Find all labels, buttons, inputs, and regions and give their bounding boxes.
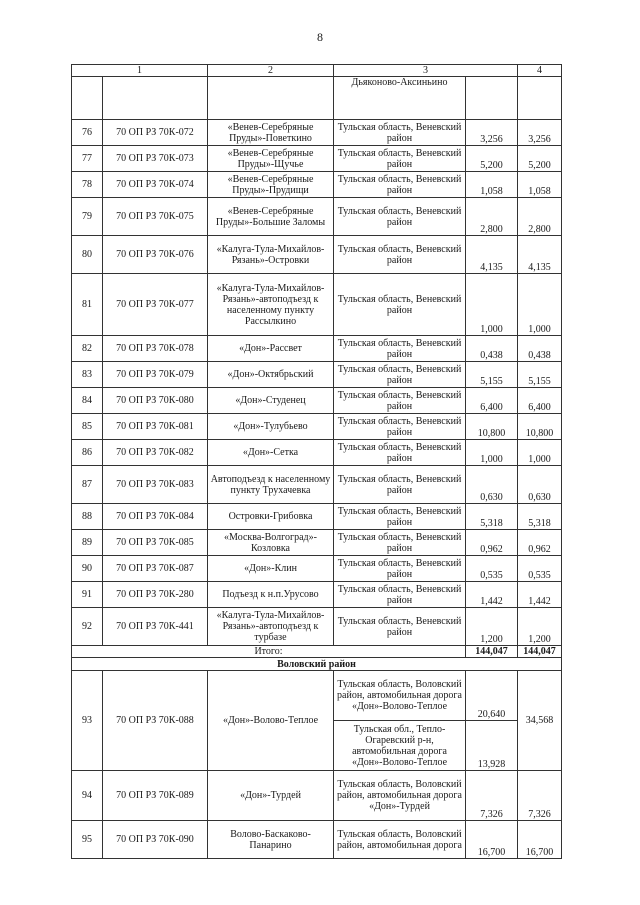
subtotal-label: Итого: <box>72 646 466 658</box>
table-row <box>72 504 562 530</box>
row-number: 93 <box>72 671 103 771</box>
road-name: «Калуга-Тула-Михайлов-Рязань»-Островки <box>208 236 334 274</box>
row-number: 90 <box>72 556 103 582</box>
road-length: 2,800 <box>466 198 518 236</box>
road-total: 0,962 <box>518 530 562 556</box>
header-col-3: 3 <box>334 65 518 77</box>
road-code: 70 ОП РЗ 70К-082 <box>103 440 208 466</box>
road-location: Тульская область, Веневский район <box>334 198 466 236</box>
row-number: 80 <box>72 236 103 274</box>
road-code: 70 ОП РЗ 70К-089 <box>103 771 208 821</box>
road-total: 10,800 <box>518 414 562 440</box>
row-number: 82 <box>72 336 103 362</box>
road-name: «Дон»-Волово-Теплое <box>208 671 334 771</box>
road-length: 5,200 <box>466 146 518 172</box>
road-name: «Венев-Серебряные Пруды»-Прудищи <box>208 172 334 198</box>
road-length: 1,200 <box>466 608 518 646</box>
table-row <box>72 530 562 556</box>
table-row <box>72 582 562 608</box>
table-row <box>72 771 562 821</box>
road-location: Тульская область, Веневский район <box>334 388 466 414</box>
road-code: 70 ОП РЗ 70К-280 <box>103 582 208 608</box>
road-location: Тульская область, Веневский район <box>334 582 466 608</box>
road-total: 0,535 <box>518 556 562 582</box>
road-code: 70 ОП РЗ 70К-073 <box>103 146 208 172</box>
road-length: 1,058 <box>466 172 518 198</box>
row-number: 83 <box>72 362 103 388</box>
road-location: Тульская область, Веневский район <box>334 414 466 440</box>
table-row <box>72 146 562 172</box>
road-total: 7,326 <box>518 771 562 821</box>
road-code: 70 ОП РЗ 70К-078 <box>103 336 208 362</box>
road-length: 4,135 <box>466 236 518 274</box>
table-row <box>72 671 562 721</box>
road-location: Тульская область, Веневский район <box>334 120 466 146</box>
road-name: «Дон»-Октябрьский <box>208 362 334 388</box>
row-number: 81 <box>72 274 103 336</box>
table-row <box>72 274 562 336</box>
continuation-row <box>72 77 562 120</box>
row-number: 91 <box>72 582 103 608</box>
road-location: Тульская область, Веневский район <box>334 172 466 198</box>
road-name: «Дон»-Рассвет <box>208 336 334 362</box>
row-number: 89 <box>72 530 103 556</box>
road-length: 0,535 <box>466 556 518 582</box>
road-total: 16,700 <box>518 821 562 859</box>
road-location: Тульская область, Веневский район <box>334 362 466 388</box>
road-code: 70 ОП РЗ 70К-080 <box>103 388 208 414</box>
road-name: «Калуга-Тула-Михайлов-Рязань»-автоподъезд к населенному пункту Рассылкино <box>208 274 334 336</box>
row-number: 94 <box>72 771 103 821</box>
road-name: «Венев-Серебряные Пруды»-Щучье <box>208 146 334 172</box>
table-row <box>72 388 562 414</box>
road-code: 70 ОП РЗ 70К-076 <box>103 236 208 274</box>
road-name: «Венев-Серебряные Пруды»-Большие Заломы <box>208 198 334 236</box>
road-length: 5,155 <box>466 362 518 388</box>
row-number: 95 <box>72 821 103 859</box>
page-number: 8 <box>317 30 323 44</box>
road-code: 70 ОП РЗ 70К-090 <box>103 821 208 859</box>
road-total: 5,318 <box>518 504 562 530</box>
road-total: 1,200 <box>518 608 562 646</box>
road-location: Тульская область, Веневский район <box>334 236 466 274</box>
table-row <box>72 236 562 274</box>
road-length: 16,700 <box>466 821 518 859</box>
road-code: 70 ОП РЗ 70К-083 <box>103 466 208 504</box>
table-row <box>72 440 562 466</box>
road-length: 0,438 <box>466 336 518 362</box>
road-total: 2,800 <box>518 198 562 236</box>
subtotal-total: 144,047 <box>518 646 562 658</box>
district-row <box>72 658 562 671</box>
road-total: 3,256 <box>518 120 562 146</box>
row-number: 78 <box>72 172 103 198</box>
road-length: 1,000 <box>466 274 518 336</box>
row-number: 86 <box>72 440 103 466</box>
road-code: 70 ОП РЗ 70К-077 <box>103 274 208 336</box>
row-number: 85 <box>72 414 103 440</box>
road-length: 13,928 <box>466 721 518 771</box>
road-total: 5,200 <box>518 146 562 172</box>
road-location: Тульская область, Веневский район <box>334 608 466 646</box>
table-row <box>72 466 562 504</box>
road-length: 10,800 <box>466 414 518 440</box>
road-length: 3,256 <box>466 120 518 146</box>
road-location: Тульская область, Воловский район, автомобильная дорога «Дон»-Турдей <box>334 771 466 821</box>
road-code: 70 ОП РЗ 70К-079 <box>103 362 208 388</box>
road-length: 1,000 <box>466 440 518 466</box>
road-name: Островки-Грибовка <box>208 504 334 530</box>
road-location: Тульская область, Воловский район, автомобильная дорога <box>334 821 466 859</box>
road-location: Тульская область, Веневский район <box>334 466 466 504</box>
road-name: «Дон»-Тулубьево <box>208 414 334 440</box>
road-location: Тульская область, Веневский район <box>334 440 466 466</box>
road-name: Автоподъезд к населенному пункту Трухачевка <box>208 466 334 504</box>
row-number: 84 <box>72 388 103 414</box>
road-code: 70 ОП РЗ 70К-085 <box>103 530 208 556</box>
road-code: 70 ОП РЗ 70К-087 <box>103 556 208 582</box>
row-number: 77 <box>72 146 103 172</box>
table-row <box>72 556 562 582</box>
road-location: Тульская область, Веневский район <box>334 146 466 172</box>
roads-table <box>71 64 562 859</box>
road-location: Тульская область, Веневский район <box>334 530 466 556</box>
road-total: 0,438 <box>518 336 562 362</box>
subtotal-row <box>72 646 562 658</box>
road-length: 5,318 <box>466 504 518 530</box>
row-number: 87 <box>72 466 103 504</box>
road-name: «Калуга-Тула-Михайлов-Рязань»-автоподъезд к турбазе <box>208 608 334 646</box>
road-name: «Москва-Волгоград»-Козловка <box>208 530 334 556</box>
road-location: Тульская область, Веневский район <box>334 556 466 582</box>
road-length: 6,400 <box>466 388 518 414</box>
road-name: «Венев-Серебряные Пруды»-Поветкино <box>208 120 334 146</box>
road-length: 1,442 <box>466 582 518 608</box>
row-number: 92 <box>72 608 103 646</box>
road-location: Тульская обл., Тепло-Огаревский р-н, автомобильная дорога «Дон»-Волово-Теплое <box>334 721 466 771</box>
table-row <box>72 336 562 362</box>
table-row <box>72 198 562 236</box>
road-total: 1,058 <box>518 172 562 198</box>
road-total: 34,568 <box>518 671 562 771</box>
road-code: 70 ОП РЗ 70К-088 <box>103 671 208 771</box>
road-total: 0,630 <box>518 466 562 504</box>
road-name: Волово-Баскаково-Панарино <box>208 821 334 859</box>
road-name: «Дон»-Студенец <box>208 388 334 414</box>
road-total: 5,155 <box>518 362 562 388</box>
table-row <box>72 821 562 859</box>
table-row <box>72 414 562 440</box>
road-length: 0,962 <box>466 530 518 556</box>
row-number: 79 <box>72 198 103 236</box>
table-row <box>72 120 562 146</box>
road-location: Тульская область, Веневский район <box>334 504 466 530</box>
subtotal-length: 144,047 <box>466 646 518 658</box>
header-col-1: 1 <box>72 65 208 77</box>
road-code: 70 ОП РЗ 70К-072 <box>103 120 208 146</box>
table-row <box>72 362 562 388</box>
road-name: «Дон»-Сетка <box>208 440 334 466</box>
road-total: 4,135 <box>518 236 562 274</box>
road-name: Подъезд к н.п.Урусово <box>208 582 334 608</box>
road-code: 70 ОП РЗ 70К-441 <box>103 608 208 646</box>
continuation-text: Дьяконово-Аксиньино <box>334 77 466 120</box>
road-location: Тульская область, Веневский район <box>334 274 466 336</box>
road-total: 1,442 <box>518 582 562 608</box>
header-row <box>72 65 562 77</box>
row-number: 88 <box>72 504 103 530</box>
road-location: Тульская область, Веневский район <box>334 336 466 362</box>
road-total: 1,000 <box>518 440 562 466</box>
road-code: 70 ОП РЗ 70К-074 <box>103 172 208 198</box>
road-code: 70 ОП РЗ 70К-075 <box>103 198 208 236</box>
header-col-2: 2 <box>208 65 334 77</box>
road-length: 0,630 <box>466 466 518 504</box>
table-row <box>72 172 562 198</box>
road-length: 7,326 <box>466 771 518 821</box>
road-total: 1,000 <box>518 274 562 336</box>
district-heading: Воловский район <box>72 658 562 671</box>
road-code: 70 ОП РЗ 70К-081 <box>103 414 208 440</box>
road-code: 70 ОП РЗ 70К-084 <box>103 504 208 530</box>
road-name: «Дон»-Клин <box>208 556 334 582</box>
row-number: 76 <box>72 120 103 146</box>
road-total: 6,400 <box>518 388 562 414</box>
road-location: Тульская область, Воловский район, автомобильная дорога «Дон»-Волово-Теплое <box>334 671 466 721</box>
road-length: 20,640 <box>466 671 518 721</box>
header-col-4: 4 <box>518 65 562 77</box>
table-row <box>72 608 562 646</box>
road-name: «Дон»-Турдей <box>208 771 334 821</box>
